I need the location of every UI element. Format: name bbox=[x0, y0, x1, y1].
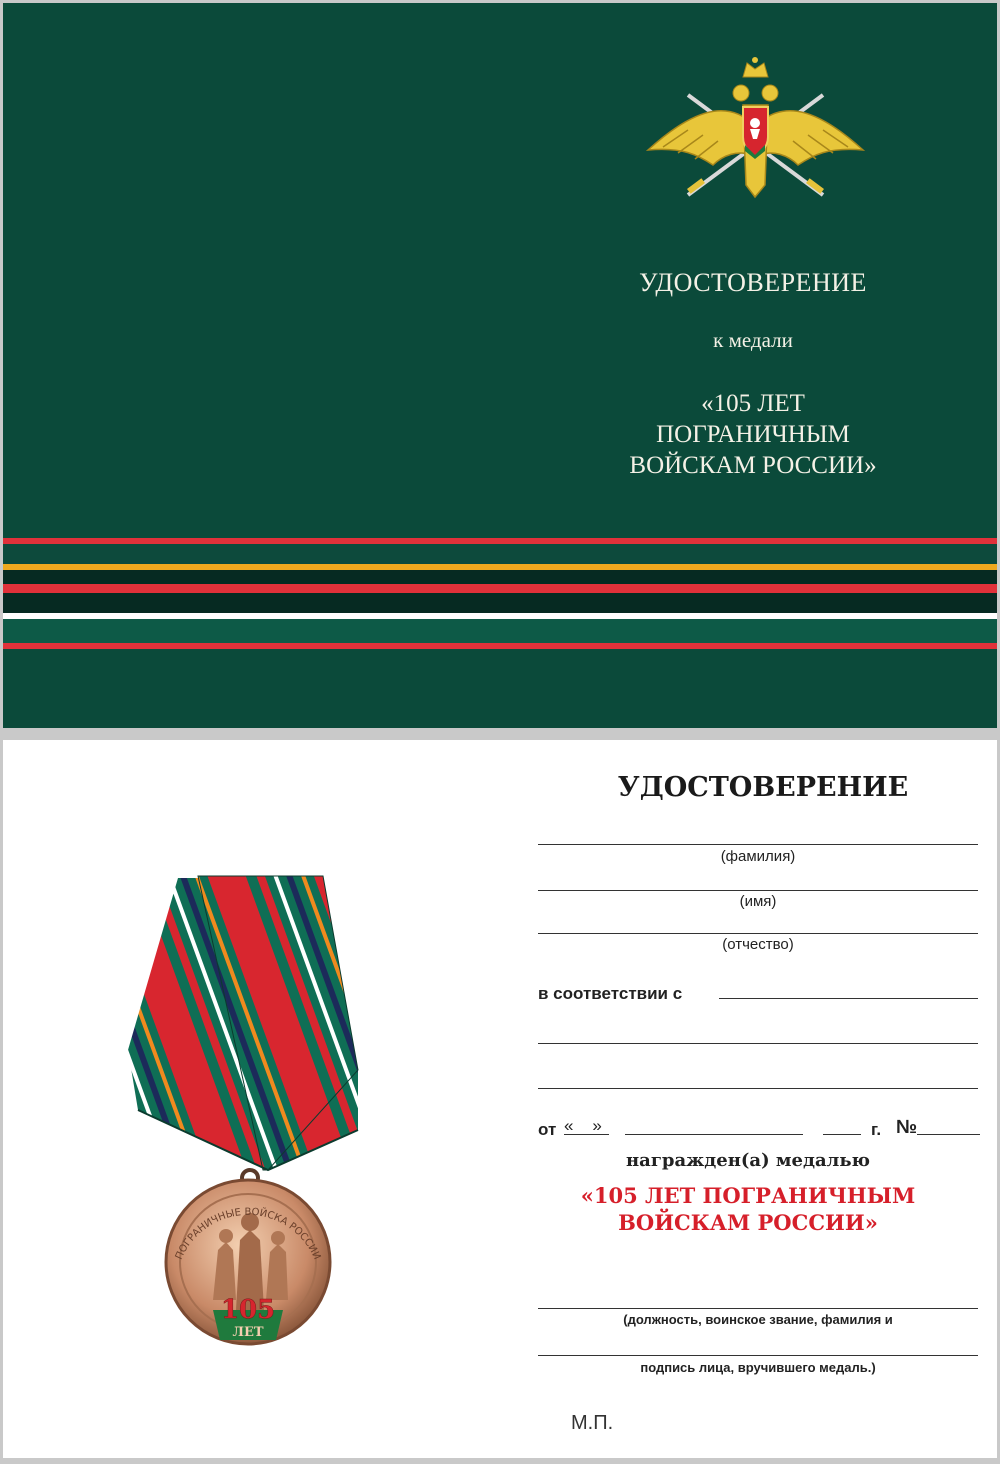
signature-label-1: (должность, воинское звание, фамилия и bbox=[623, 1312, 893, 1327]
date-year-line[interactable] bbox=[823, 1134, 861, 1135]
cover-medal-line-1: «105 ЛЕТ bbox=[701, 390, 805, 417]
stripe-green bbox=[3, 619, 997, 643]
certificate-cover bbox=[3, 3, 997, 728]
stripe-red bbox=[3, 584, 997, 593]
medal-number: 105 bbox=[220, 1295, 276, 1325]
inner-title: УДОСТОВЕРЕНИЕ bbox=[617, 772, 909, 803]
date-month-line[interactable] bbox=[625, 1134, 803, 1135]
medal-years: ЛЕТ bbox=[232, 1325, 264, 1340]
stripe-red bbox=[3, 643, 997, 649]
patronymic-line[interactable] bbox=[538, 933, 978, 934]
accordance-line-3[interactable] bbox=[538, 1088, 978, 1089]
from-text: от bbox=[538, 1120, 557, 1139]
surname-label: (фамилия) bbox=[720, 848, 796, 865]
stripe-green bbox=[3, 544, 997, 564]
signature-line-2[interactable] bbox=[538, 1355, 978, 1356]
number-line[interactable] bbox=[917, 1134, 980, 1135]
stamp-place-text: М.П. bbox=[571, 1412, 614, 1434]
name-label: (имя) bbox=[739, 893, 777, 910]
date-day-line[interactable] bbox=[564, 1134, 609, 1135]
year-text: г. bbox=[871, 1120, 882, 1139]
accordance-line-2[interactable] bbox=[538, 1043, 978, 1044]
medal-with-ribbon-icon bbox=[118, 870, 378, 1350]
signature-label-2: подпись лица, вручившего медаль.) bbox=[640, 1360, 876, 1375]
cover-title: УДОСТОВЕРЕНИЕ bbox=[639, 268, 867, 297]
accordance-line[interactable] bbox=[719, 998, 978, 999]
awarded-medal-line-1: «105 ЛЕТ ПОГРАНИЧНЫМ bbox=[580, 1183, 916, 1208]
awarded-medal-name bbox=[563, 1182, 933, 1236]
number-sign: № bbox=[896, 1117, 918, 1138]
cover-subtitle: к медали bbox=[713, 328, 793, 352]
awarded-text: награжден(а) медалью bbox=[626, 1150, 870, 1171]
cover-medal-line-2: ПОГРАНИЧНЫМ bbox=[656, 421, 850, 448]
stripe-dark bbox=[3, 593, 997, 613]
double-headed-eagle-emblem-icon bbox=[643, 55, 868, 205]
cover-stripes bbox=[3, 538, 997, 653]
patronymic-label: (отчество) bbox=[722, 936, 794, 953]
certificate-inner-page bbox=[3, 740, 997, 1458]
signature-line[interactable] bbox=[538, 1308, 978, 1309]
cover-medal-name bbox=[593, 388, 913, 481]
name-line[interactable] bbox=[538, 890, 978, 891]
cover-medal-line-3: ВОЙСКАМ РОССИИ» bbox=[629, 452, 877, 479]
stripe-dark bbox=[3, 570, 997, 584]
awarded-medal-line-2: ВОЙСКАМ РОССИИ» bbox=[618, 1210, 878, 1235]
surname-line[interactable] bbox=[538, 844, 978, 845]
medal-rim-text: ПОГРАНИЧНЫЕ ВОЙСКА РОССИИ bbox=[173, 1206, 323, 1262]
accordance-text: в соответствии с bbox=[538, 984, 683, 1003]
date-day-quotes: « » bbox=[564, 1116, 602, 1135]
